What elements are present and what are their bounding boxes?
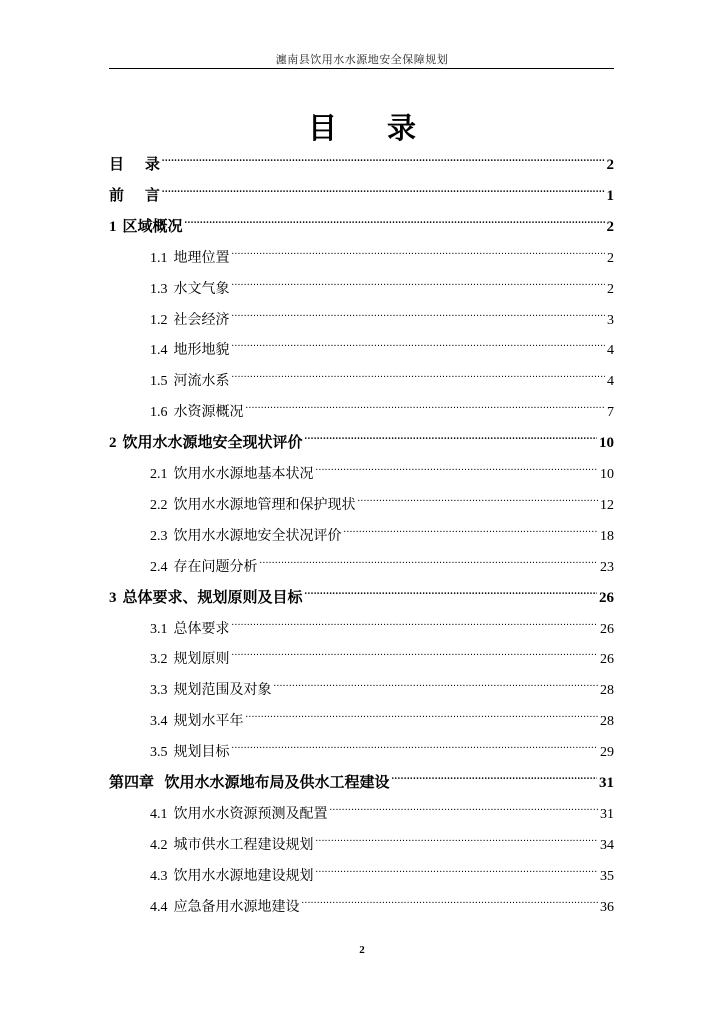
- toc-entry[interactable]: [150, 887, 614, 915]
- toc-dot-leader: [232, 238, 606, 262]
- toc-entry-text: 存在问题分析: [173, 559, 258, 575]
- toc-entry-label: [109, 152, 160, 176]
- toc-entry-page: 7: [607, 405, 614, 420]
- toc-dot-leader: [305, 578, 597, 602]
- toc-entry[interactable]: [150, 330, 614, 358]
- toc-entry-label: [150, 524, 342, 549]
- toc-entry-label: [109, 585, 303, 610]
- toc-dot-leader: [162, 176, 605, 200]
- toc-entry-text: 规划水平年: [173, 713, 244, 729]
- toc-entry[interactable]: [150, 547, 614, 575]
- toc-entry-number: 3: [109, 590, 117, 606]
- toc-entry[interactable]: [150, 361, 614, 389]
- toc-entry-label: [150, 802, 328, 827]
- toc-entry[interactable]: [150, 238, 614, 266]
- toc-entry-text: 第四章 饮用水水源地布局及供水工程建设: [109, 773, 390, 791]
- toc-entry-page: 28: [600, 714, 614, 729]
- toc-entry[interactable]: [150, 300, 614, 328]
- toc-dot-leader: [232, 732, 599, 756]
- toc-entry-label: [150, 555, 258, 580]
- toc-entry[interactable]: [109, 145, 614, 173]
- toc-entry-page: 28: [600, 683, 614, 698]
- toc-entry-page: 2: [606, 219, 614, 235]
- toc-dot-leader: [330, 794, 599, 818]
- toc-entry-number: 4.4: [150, 900, 168, 915]
- toc-entry-page: 34: [600, 838, 614, 853]
- toc-entry-number: 2: [109, 435, 117, 451]
- toc-entry[interactable]: [150, 794, 614, 822]
- toc-entry-text: 城市供水工程建设规划: [173, 837, 314, 853]
- toc-entry-number: 1.5: [150, 374, 168, 389]
- toc-entry-number: 4.3: [150, 869, 168, 884]
- toc-entry-label: [150, 678, 272, 703]
- toc-entry[interactable]: [109, 176, 614, 204]
- toc-entry-text: 区域概况: [122, 217, 183, 235]
- toc-entry-label: [150, 246, 230, 271]
- toc-entry[interactable]: [150, 392, 614, 420]
- toc-entry-label: [109, 183, 160, 207]
- toc-entry-number: 1.1: [150, 251, 168, 266]
- toc-entry[interactable]: [109, 207, 614, 235]
- toc-entry-text: 饮用水水源地建设规划: [173, 868, 314, 884]
- toc-dot-leader: [232, 330, 606, 354]
- toc-entry-page: 26: [600, 622, 614, 637]
- toc-entry-label: [109, 430, 303, 455]
- toc-entry-page: 26: [599, 590, 614, 606]
- toc-entry-text: 规划范围及对象: [173, 682, 272, 698]
- toc-entry-text: 饮用水水资源预测及配置: [173, 806, 328, 822]
- toc-dot-leader: [232, 639, 599, 663]
- toc-entry-text: 规划目标: [173, 744, 230, 760]
- toc-entry-number: 2.3: [150, 529, 168, 544]
- toc-entry-label: [150, 647, 230, 672]
- toc-entry-page: 4: [607, 343, 614, 358]
- toc-entry[interactable]: [150, 670, 614, 698]
- toc-dot-leader: [344, 516, 599, 540]
- toc-dot-leader: [316, 454, 599, 478]
- toc-dot-leader: [274, 670, 599, 694]
- toc-entry-label: [109, 770, 389, 794]
- toc-entry-page: 18: [600, 529, 614, 544]
- toc-dot-leader: [302, 887, 599, 911]
- toc-entry-number: 1: [109, 219, 117, 235]
- toc-entry[interactable]: [150, 269, 614, 297]
- toc-dot-leader: [246, 701, 599, 725]
- toc-entry-label: [150, 709, 244, 734]
- toc-entry-page: 31: [599, 775, 614, 791]
- toc-entry[interactable]: [109, 423, 614, 451]
- toc-entry-page: 12: [600, 498, 614, 513]
- toc-entry[interactable]: [150, 639, 614, 667]
- toc-entry-label: [150, 740, 230, 765]
- toc-entry-page: 31: [600, 807, 614, 822]
- toc-entry-page: 3: [607, 313, 614, 328]
- toc-entry[interactable]: [109, 763, 614, 791]
- toc-entry[interactable]: [109, 578, 614, 606]
- toc-entry[interactable]: [150, 856, 614, 884]
- toc-entry[interactable]: [150, 485, 614, 513]
- toc-dot-leader: [232, 269, 606, 293]
- toc-entry-page: 2: [606, 157, 614, 173]
- toc-entry-text: 总体要求、规划原则及目标: [122, 588, 303, 606]
- toc-entry-page: 26: [600, 652, 614, 667]
- toc-entry[interactable]: [150, 516, 614, 544]
- toc-entry-text: 目 录: [109, 155, 160, 173]
- toc-dot-leader: [316, 856, 599, 880]
- toc-title: 目 录: [307, 111, 437, 145]
- toc-dot-leader: [232, 361, 606, 385]
- toc-entry-page: 1: [606, 188, 614, 204]
- toc-entry-page: 35: [600, 869, 614, 884]
- toc-entry-label: [109, 214, 183, 239]
- toc-entry-text: 地理位置: [173, 250, 230, 266]
- toc-entry-number: 3.2: [150, 652, 168, 667]
- toc-entry-number: 3.1: [150, 622, 168, 637]
- toc-entry-number: 4.1: [150, 807, 168, 822]
- toc-entry-number: 2.4: [150, 560, 168, 575]
- toc-entry-label: [150, 400, 244, 425]
- toc-entry-label: [150, 338, 230, 363]
- toc-entry-number: 4.2: [150, 838, 168, 853]
- toc-entry-number: 2.2: [150, 498, 168, 513]
- toc-entry-text: 前 言: [109, 186, 160, 204]
- toc-entry-page: 10: [600, 467, 614, 482]
- toc-entry-label: [150, 277, 230, 302]
- toc-entry-text: 地形地貌: [173, 342, 230, 358]
- toc-entry-label: [150, 493, 356, 518]
- running-header-title: 瀍南县饮用水水源地安全保障规划: [275, 53, 449, 66]
- toc-entry-text: 饮用水水源地安全状况评价: [173, 528, 342, 544]
- toc-entry-text: 总体要求: [173, 621, 230, 637]
- toc-entry-text: 规划原则: [173, 651, 230, 667]
- toc-dot-leader: [232, 300, 606, 324]
- toc-entry-text: 社会经济: [173, 312, 230, 328]
- toc-entry-page: 10: [599, 435, 614, 451]
- toc-dot-leader: [232, 609, 599, 633]
- toc-entry-number: 2.1: [150, 467, 168, 482]
- page-number: 2: [359, 944, 365, 956]
- toc-entry-label: [150, 462, 314, 487]
- toc-dot-leader: [358, 485, 599, 509]
- toc-entry-text: 河流水系: [173, 373, 230, 389]
- toc-entry-label: [150, 895, 300, 920]
- toc-dot-leader: [391, 763, 597, 787]
- toc-dot-leader: [246, 392, 606, 416]
- toc-entry[interactable]: [150, 825, 614, 853]
- toc-entry-label: [150, 864, 314, 889]
- toc-entry[interactable]: [150, 732, 614, 760]
- toc-dot-leader: [305, 423, 597, 447]
- toc-entry-text: 水文气象: [173, 281, 230, 297]
- toc-entry-page: 23: [600, 560, 614, 575]
- toc-entry-text: 饮用水水源地基本状况: [173, 466, 314, 482]
- toc-entry-number: 1.2: [150, 313, 168, 328]
- toc-entry-label: [150, 833, 314, 858]
- toc-entry-number: 3.3: [150, 683, 168, 698]
- toc-entry-number: 1.6: [150, 405, 168, 420]
- toc-entry-page: 2: [607, 282, 614, 297]
- toc-entry-page: 2: [607, 251, 614, 266]
- toc-entry-number: 3.4: [150, 714, 168, 729]
- toc-entry-number: 1.3: [150, 282, 168, 297]
- toc-entry-text: 饮用水水源地安全现状评价: [122, 433, 303, 451]
- toc-entry-page: 4: [607, 374, 614, 389]
- toc-entry-page: 29: [600, 745, 614, 760]
- toc-entry[interactable]: [150, 609, 614, 637]
- toc-entry-number: 1.4: [150, 343, 168, 358]
- toc-dot-leader: [316, 825, 599, 849]
- toc-entry-text: 饮用水水源地管理和保护现状: [173, 497, 356, 513]
- toc-entry-text: 应急备用水源地建设: [173, 899, 300, 915]
- toc-dot-leader: [185, 207, 605, 231]
- toc-entry-page: 36: [600, 900, 614, 915]
- toc-entry-number: 3.5: [150, 745, 168, 760]
- toc-dot-leader: [162, 145, 605, 169]
- toc-entry[interactable]: [150, 701, 614, 729]
- toc-dot-leader: [260, 547, 599, 571]
- toc-entry-label: [150, 369, 230, 394]
- toc-entry-text: 水资源概况: [173, 404, 244, 420]
- toc-entry[interactable]: [150, 454, 614, 482]
